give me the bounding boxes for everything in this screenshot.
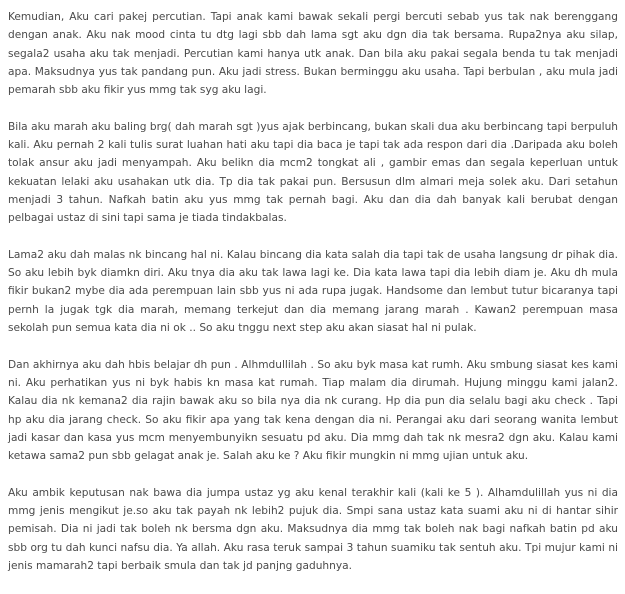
paragraph-5: Aku ambik keputusan nak bawa dia jumpa ustaz yg aku kenal terakhir kali (kali ke 5 ). Alhamdulillah yus ni dia mmg jenis mengikut je.so aku tak payah nk lebih2 pujuk dia. Smpi sana ustaz kata suami aku ni di hantar sihir pemisah. Dia ni jadi tak boleh nk bersma dgn aku. Maksudnya dia mmg tak boleh nak bagi nafkah batin pd aku sbb org tu dah kunci nafsu dia. Ya allah. Aku rasa teruk sampai 3 tahun suamiku tak sentuh aku. Tpi mujur kami ni jenis mamarah2 tapi berbaik smula dan tak jd panjng gaduhnya. [8,486,618,572]
article-body [8,8,618,594]
paragraph-3: Lama2 aku dah malas nk bincang hal ni. Kalau bincang dia kata salah dia tapi tak de usaha langsung dr pihak dia. So aku lebih byk diamkn diri. Aku tnya dia aku tak lawa lagi ke. Dia kata lawa tapi dia lebih diam je. Aku dh mula fikir bukan2 mybe dia ada perempuan lain sbb yus ni ada rupa jugak. Handsome dan lembut tutur bicaranya tapi pernh la jugak tgk dia marah, memang terkejut dan dia memang jarang marah . Kawan2 perempuan masa sekolah pun semua kata dia ni ok .. So aku tnggu next step aku akan siasat hal ni pulak. [8,248,618,335]
paragraph-1: Kemudian, Aku cari pakej percutian. Tapi anak kami bawak sekali pergi bercuti sebab yus tak nak berenggang dengan anak. Aku nak mood cinta tu dtg lagi sbb dah lama sgt aku dgn dia tak bersama. Rupa2nya aku silap, segala2 usaha aku tak menjadi. Percutian kami hanya utk anak. Dan bila aku pakai segala benda tu tak menjadi apa. Maksudnya yus tak pandang pun. Aku jadi stress. Bukan berminggu aku usaha. Tapi berbulan , aku mula jadi pemarah sbb aku fikir yus mmg tak syg aku lagi. [8,11,618,97]
paragraph-2: Bila aku marah aku baling brg( dah marah sgt )yus ajak berbincang, bukan skali dua aku berbincang tapi berpuluh kali. Aku pernah 2 kali tulis surat luahan hati aku tapi dia baca je tapi tak ada respon dari dia .Daripada aku boleh tolak ansur aku jadi menyampah. Aku belikn dia mcm2 tongkat ali , gambir emas dan segala keperluan untuk kekuatan lelaki aku usahakan utk dia. Tp dia tak pakai pun. Bersusun dlm almari meja solek aku. Dari setahun menjadi 3 tahun. Nafkah batin aku yus mmg tak pernah bagi. Aku dan dia dah banyak kali berubat dengan pelbagai ustaz di sini tapi sama je tiada tindakbalas. [8,120,618,225]
paragraph-4: Dan akhirnya aku dah hbis belajar dh pun . Alhmdullilah . So aku byk masa kat rumh. Aku smbung siasat kes kami ni. Aku perhatikan yus ni byk habis kn masa kat rumah. Tiap malam dia dirumah. Hujung minggu kami jalan2. Kalau dia nk kemana2 dia rajin bawak aku so bila nya dia nk curang. Hp dia pun dia selalu bagi aku check . Tapi hp aku dia jarang check. So aku fikir apa yang tak kena dengan dia ni. Perangai aku dari seorang wanita lembut jadi kasar dan kasa yus mcm menyembunyikn sesuatu pd aku. Dia mmg dah tak nk mesra2 dgn aku. Kalau kami ketawa sama2 pun sbb gelagat anak je. Salah aku ke ? Aku fikir mungkin ni mmg ujian untuk aku. [8,358,618,463]
